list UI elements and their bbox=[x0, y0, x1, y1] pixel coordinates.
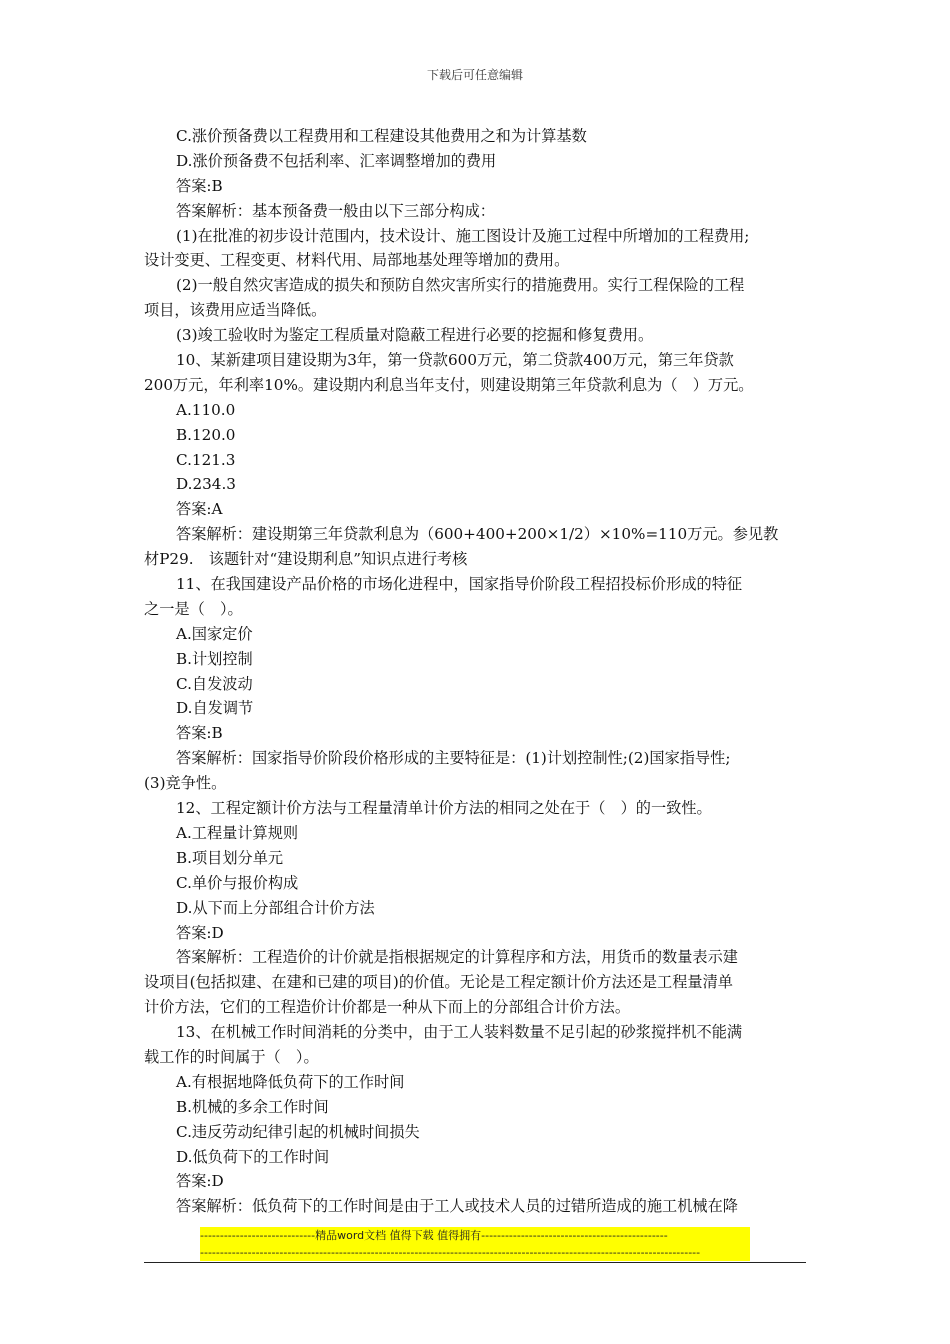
text-line: B.120.0 bbox=[176, 425, 236, 444]
text-line: 答案:B bbox=[176, 724, 223, 743]
footer-banner-line: ------------------------------------------------------------------------------------------------------------------------------ bbox=[200, 1246, 701, 1259]
text-line: 答案解析：低负荷下的工作时间是由于工人或技术人员的过错所造成的施工机械在降 bbox=[176, 1197, 738, 1216]
text-line: 答案:D bbox=[176, 923, 224, 942]
text-line: 计价方法，它们的工程造价计价都是一种从下而上的分部组合计价方法。 bbox=[144, 998, 630, 1017]
text-line: 13、在机械工作时间消耗的分类中，由于工人装料数量不足引起的砂浆搅拌机不能满 bbox=[176, 1023, 743, 1042]
text-line: 设项目(包括拟建、在建和已建的项目)的价值。无论是工程定额计价方法还是工程量清单 bbox=[144, 973, 733, 992]
text-line: 答案解析：建设期第三年贷款利息为（600+400+200×1/2）×10%=110万元。参见教 bbox=[176, 525, 779, 544]
text-line: B.计划控制 bbox=[176, 649, 253, 668]
text-line: B.项目划分单元 bbox=[176, 848, 284, 867]
text-line: (3)竞争性。 bbox=[144, 774, 227, 793]
text-line: C.自发波动 bbox=[176, 674, 253, 693]
text-line: (3)竣工验收时为鉴定工程质量对隐蔽工程进行必要的挖掘和修复费用。 bbox=[176, 326, 654, 345]
text-line: A.有根据地降低负荷下的工作时间 bbox=[176, 1072, 405, 1091]
footer-rule bbox=[144, 1262, 806, 1263]
text-line: 材P29. 该题针对“建设期利息”知识点进行考核 bbox=[144, 550, 468, 569]
footer-banner-line: -----------------------------精品word文档 值得下载 值得拥有----------------------------------------------- bbox=[200, 1229, 668, 1242]
text-line: (2)一般自然灾害造成的损失和预防自然灾害所实行的措施费用。实行工程保险的工程 bbox=[176, 276, 745, 295]
text-line: 设计变更、工程变更、材料代用、局部地基处理等增加的费用。 bbox=[144, 251, 570, 270]
text-line: 之一是（ ）。 bbox=[144, 599, 243, 618]
page-header: 下载后可任意编辑 bbox=[426, 68, 523, 82]
text-line: C.涨价预备费以工程费用和工程建设其他费用之和为计算基数 bbox=[176, 127, 587, 145]
text-line: 12、工程定额计价方法与工程量清单计价方法的相同之处在于（ ）的一致性。 bbox=[176, 799, 712, 818]
footer-banner bbox=[200, 1227, 750, 1261]
text-line: 答案:D bbox=[176, 1172, 224, 1191]
text-line: 答案解析：基本预备费一般由以下三部分构成： bbox=[176, 201, 495, 220]
text-line: 答案:A bbox=[176, 500, 223, 519]
text-line: 载工作的时间属于（ ）。 bbox=[144, 1047, 319, 1066]
text-line: A.110.0 bbox=[176, 400, 236, 419]
text-line: 项目，该费用应适当降低。 bbox=[144, 301, 327, 320]
text-line: D.低负荷下的工作时间 bbox=[176, 1147, 330, 1166]
text-line: D.234.3 bbox=[176, 475, 236, 494]
text-line: C.违反劳动纪律引起的机械时间损失 bbox=[176, 1122, 420, 1141]
text-line: C.121.3 bbox=[176, 450, 236, 469]
text-line: D.涨价预备费不包括利率、汇率调整增加的费用 bbox=[176, 151, 497, 170]
text-line: C.单价与报价构成 bbox=[176, 873, 299, 892]
text-line: 10、某新建项目建设期为3年，第一贷款600万元，第二贷款400万元，第三年贷款 bbox=[176, 351, 734, 370]
document-body bbox=[144, 124, 808, 1219]
text-line: A.工程量计算规则 bbox=[176, 823, 299, 842]
text-line: B.机械的多余工作时间 bbox=[176, 1097, 329, 1116]
text-line: 11、在我国建设产品价格的市场化进程中，国家指导价阶段工程招投标价形成的特征 bbox=[176, 575, 743, 594]
text-line: 答案解析：工程造价的计价就是指根据规定的计算程序和方法，用货币的数量表示建 bbox=[176, 948, 738, 967]
text-line: 答案:B bbox=[176, 176, 223, 195]
text-line: D.自发调节 bbox=[176, 699, 254, 718]
text-line: 答案解析：国家指导价阶段价格形成的主要特征是：(1)计划控制性;(2)国家指导性; bbox=[176, 749, 731, 768]
text-line: D.从下而上分部组合计价方法 bbox=[176, 898, 375, 917]
text-line: A.国家定价 bbox=[176, 624, 253, 643]
text-line: 200万元，年利率10%。建设期内利息当年支付，则建设期第三年贷款利息为（ ）万元。 bbox=[144, 375, 754, 394]
text-line: (1)在批准的初步设计范围内，技术设计、施工图设计及施工过程中所增加的工程费用; bbox=[176, 226, 750, 245]
